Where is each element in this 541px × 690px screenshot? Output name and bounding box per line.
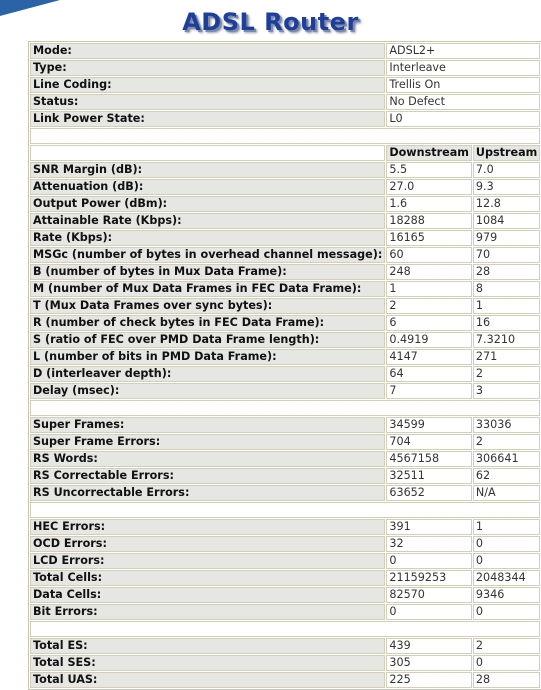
stat-row	[30, 536, 540, 552]
upstream-value: N/A	[473, 485, 540, 501]
status-label: Type:	[30, 60, 385, 76]
downstream-value: 16165	[386, 230, 472, 246]
stat-row	[30, 366, 540, 382]
downstream-value: 0	[386, 553, 472, 569]
stat-row	[30, 281, 540, 297]
status-row	[30, 111, 540, 127]
status-value: Interleave	[386, 60, 540, 76]
stat-label: SNR Margin (dB):	[30, 162, 385, 178]
downstream-value: 5.5	[386, 162, 472, 178]
stat-row	[30, 672, 540, 688]
downstream-value: 0.4919	[386, 332, 472, 348]
stat-label: OCD Errors:	[30, 536, 385, 552]
status-label: Line Coding:	[30, 77, 385, 93]
separator-cell	[30, 621, 540, 637]
upstream-value: 306641	[473, 451, 540, 467]
stat-row	[30, 570, 540, 586]
stat-row	[30, 451, 540, 467]
upstream-value: 1	[473, 519, 540, 535]
upstream-value: 0	[473, 536, 540, 552]
downstream-value: 60	[386, 247, 472, 263]
stat-label: MSGc (number of bytes in overhead channel message):	[30, 247, 385, 263]
upstream-value: 2	[473, 434, 540, 450]
column-header-row	[30, 145, 540, 161]
stat-label: Total SES:	[30, 655, 385, 671]
separator-row	[30, 400, 540, 416]
status-label: Mode:	[30, 43, 385, 59]
downstream-value: 1.6	[386, 196, 472, 212]
downstream-value: 34599	[386, 417, 472, 433]
upstream-value: 1084	[473, 213, 540, 229]
upstream-value: 1	[473, 298, 540, 314]
stat-row	[30, 417, 540, 433]
status-value: L0	[386, 111, 540, 127]
stat-row	[30, 604, 540, 620]
stat-label: R (number of check bytes in FEC Data Frame):	[30, 315, 385, 331]
stat-label: Attenuation (dB):	[30, 179, 385, 195]
upstream-value: 70	[473, 247, 540, 263]
status-label: Status:	[30, 94, 385, 110]
stat-label: RS Words:	[30, 451, 385, 467]
upstream-value: 0	[473, 604, 540, 620]
stat-label: Rate (Kbps):	[30, 230, 385, 246]
status-label: Link Power State:	[30, 111, 385, 127]
stat-row	[30, 519, 540, 535]
stat-label: D (interleaver depth):	[30, 366, 385, 382]
downstream-value: 82570	[386, 587, 472, 603]
stat-label: Super Frames:	[30, 417, 385, 433]
downstream-value: 305	[386, 655, 472, 671]
separator-cell	[30, 128, 540, 144]
stat-label: Delay (msec):	[30, 383, 385, 399]
stat-label: RS Correctable Errors:	[30, 468, 385, 484]
status-row	[30, 77, 540, 93]
upstream-value: 12.8	[473, 196, 540, 212]
stat-row	[30, 213, 540, 229]
stat-label: S (ratio of FEC over PMD Data Frame length):	[30, 332, 385, 348]
upstream-value: 28	[473, 264, 540, 280]
stat-label: RS Uncorrectable Errors:	[30, 485, 385, 501]
page-title: ADSL Router	[182, 8, 359, 36]
stat-label: HEC Errors:	[30, 519, 385, 535]
downstream-value: 4567158	[386, 451, 472, 467]
downstream-value: 1	[386, 281, 472, 297]
upstream-value: 2	[473, 638, 540, 654]
upstream-value: 979	[473, 230, 540, 246]
stat-row	[30, 315, 540, 331]
stat-label: Data Cells:	[30, 587, 385, 603]
downstream-value: 704	[386, 434, 472, 450]
status-value: No Defect	[386, 94, 540, 110]
stat-row	[30, 434, 540, 450]
upstream-value: 2	[473, 366, 540, 382]
downstream-value: 0	[386, 604, 472, 620]
upstream-value: 9.3	[473, 179, 540, 195]
stat-row	[30, 230, 540, 246]
stat-label: Total Cells:	[30, 570, 385, 586]
status-value: Trellis On	[386, 77, 540, 93]
upstream-value: 0	[473, 553, 540, 569]
upstream-value: 33036	[473, 417, 540, 433]
stat-row	[30, 179, 540, 195]
stat-label: Attainable Rate (Kbps):	[30, 213, 385, 229]
downstream-value: 225	[386, 672, 472, 688]
stat-label: Output Power (dBm):	[30, 196, 385, 212]
downstream-value: 63652	[386, 485, 472, 501]
upstream-value: 9346	[473, 587, 540, 603]
status-value: ADSL2+	[386, 43, 540, 59]
downstream-value: 32	[386, 536, 472, 552]
stat-row	[30, 349, 540, 365]
downstream-value: 391	[386, 519, 472, 535]
stat-row	[30, 655, 540, 671]
downstream-value: 248	[386, 264, 472, 280]
downstream-value: 6	[386, 315, 472, 331]
stat-row	[30, 485, 540, 501]
downstream-value: 4147	[386, 349, 472, 365]
separator-row	[30, 621, 540, 637]
upstream-value: 28	[473, 672, 540, 688]
separator-row	[30, 502, 540, 518]
stat-label: Bit Errors:	[30, 604, 385, 620]
downstream-value: 64	[386, 366, 472, 382]
stat-row	[30, 383, 540, 399]
downstream-header: Downstream	[386, 145, 472, 161]
adsl-statistics-table	[28, 41, 541, 690]
downstream-value: 439	[386, 638, 472, 654]
stat-row	[30, 553, 540, 569]
downstream-value: 27.0	[386, 179, 472, 195]
separator-row	[30, 128, 540, 144]
upstream-value: 16	[473, 315, 540, 331]
upstream-value: 0	[473, 655, 540, 671]
stat-row	[30, 162, 540, 178]
status-row	[30, 94, 540, 110]
downstream-value: 2	[386, 298, 472, 314]
stat-label: L (number of bits in PMD Data Frame):	[30, 349, 385, 365]
downstream-value: 18288	[386, 213, 472, 229]
stat-label: Total ES:	[30, 638, 385, 654]
stat-label: T (Mux Data Frames over sync bytes):	[30, 298, 385, 314]
upstream-value: 3	[473, 383, 540, 399]
stat-label: Total UAS:	[30, 672, 385, 688]
stat-row	[30, 247, 540, 263]
upstream-value: 271	[473, 349, 540, 365]
stat-row	[30, 196, 540, 212]
separator-cell	[30, 400, 540, 416]
upstream-value: 62	[473, 468, 540, 484]
stat-row	[30, 587, 540, 603]
header-blank-cell	[30, 145, 385, 161]
stat-label: Super Frame Errors:	[30, 434, 385, 450]
upstream-value: 7.3210	[473, 332, 540, 348]
stat-row	[30, 298, 540, 314]
stat-row	[30, 638, 540, 654]
upstream-header: Upstream	[473, 145, 540, 161]
stat-row	[30, 468, 540, 484]
status-row	[30, 60, 540, 76]
stat-row	[30, 264, 540, 280]
downstream-value: 21159253	[386, 570, 472, 586]
downstream-value: 7	[386, 383, 472, 399]
stat-label: M (number of Mux Data Frames in FEC Data Frame):	[30, 281, 385, 297]
separator-cell	[30, 502, 540, 518]
stat-label: LCD Errors:	[30, 553, 385, 569]
stat-label: B (number of bytes in Mux Data Frame):	[30, 264, 385, 280]
downstream-value: 32511	[386, 468, 472, 484]
upstream-value: 2048344	[473, 570, 540, 586]
status-row	[30, 43, 540, 59]
upstream-value: 7.0	[473, 162, 540, 178]
upstream-value: 8	[473, 281, 540, 297]
stat-row	[30, 332, 540, 348]
